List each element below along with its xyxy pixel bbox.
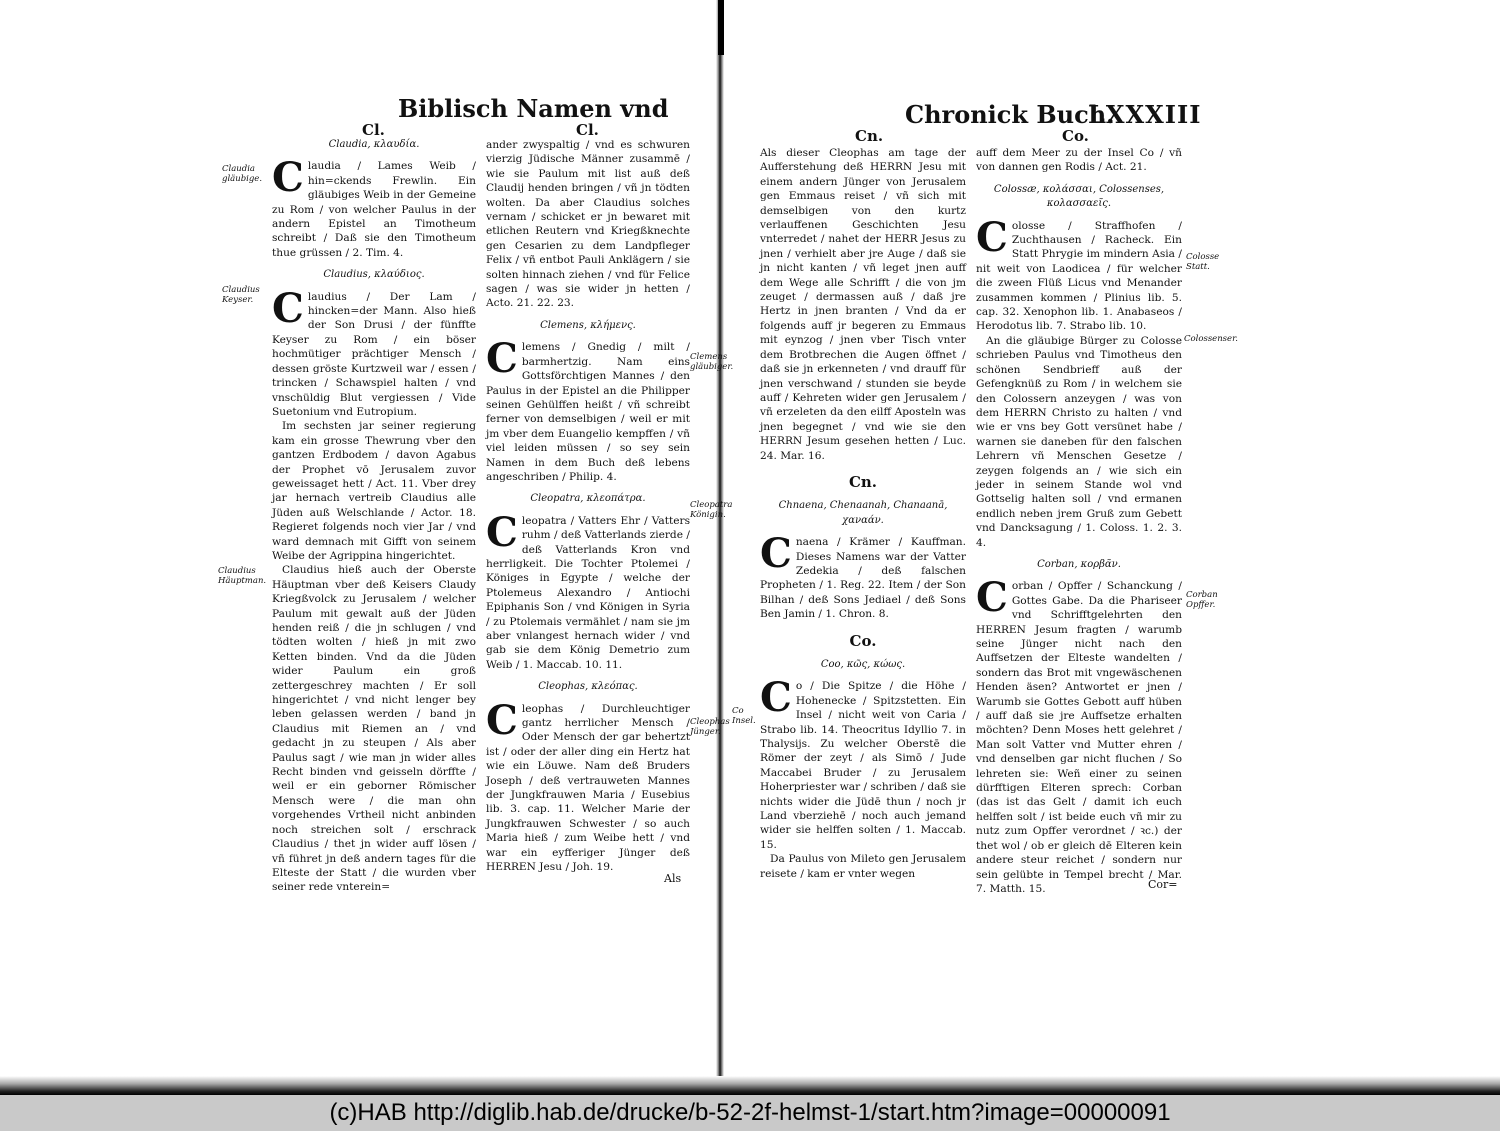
section-head-co: Co. [849, 631, 877, 650]
entry-name-cleophas: Cleophas, κλεόπας. [538, 681, 638, 693]
source-footer [0, 1095, 1500, 1131]
source-url: (c)HAB http://diglib.hab.de/drucke/b-52-2f-helmst-1/start.htm?image=00000091 [329, 1099, 1171, 1126]
entry-text-claudius: Claudius / Der Lam / hincken=der Mann. Also hieß der Son Drusi / der fünffte Keyser zu Rom / ein böser hochmütiger prächtiger Mensch / dessen gröste Kurtzweil war / essen / trincken / Schawspiel halten / vnd vnschüldig Blut vergiessen / Vide Suetonium vnd Eutropium. [272, 284, 476, 418]
paragraph-co-cont: auff dem Meer zu der Insel Co / vñ von dannen gen Rodis / Act. 21. [976, 147, 1182, 174]
paragraph-claudius-captain: Claudius hieß auch der Oberste Häuptman vber deß Keisers Claudy Kriegßvolck zu Jerusalem / welcher Paulum mit gewalt auß der Jüden henden reiß / die jn schlugen / vnd tödten wolten / hieß jn mit zwo Ketten binden. Vnd da die Jüden wider Paulum ein groß zettergeschrey machten / Er soll hingerichtet / vnd nicht lenger bey leben gelassen werden / band jn Claudius mit Riemen an / vnd gedacht jn zu steupen / Als aber Paulus sagt / wie man jn wider alles Recht binden vnd geisseln dörffte / weil er ein geborner Römischer Mensch were / die man ohn vorgehendes Vrtheil nicht anbinden noch streichen solt / erschrack Claudius / thet jn wider auff lösen / vñ führet jn deß andern tages für die Elteste der Statt / die wurden vber seiner rede vnterein= [272, 564, 476, 894]
entry-name-coo: Coo, κῶς, κώως. [820, 659, 906, 670]
right-catchword: Cor= [1148, 878, 1178, 891]
margin-note-claudius-hauptman: Claudius Häuptman. [218, 566, 267, 586]
col3-head: Cn. [855, 127, 884, 145]
entry-text-clemens: Clemens / Gnedig / milt / barmhertzig. Nam eins Gottsförchtigen Mannes / den Paulus in der Epistel an die Philipper seinen Gehülffen heißt / vñ schreibt ferner von demselbigen / weil er mit jm vber dem Euangelio kempffen / vñ viel leiden müssen / so sey sein Namen in dem Buch deß lebens angeschriben / Philip. 4. [486, 335, 690, 483]
entry-text-corban: Corban / Opffer / Schanckung / Gottes Gabe. Da die Phariseer vnd Schrifftgelehrten den HERREN Jesum fragten / warumb seine Jünger nicht nach den Auffsetzen der Elteste wandelten / sondern das Brot mit vngewäschenen Henden äsen? Antwortet er jnen / Warumb sie Gottes Gebott auff hüben / auff daß sie jre Auffsetze erhalten möchten? Denn Moses hett gelehret / Man solt Vatter vnd Mutter ehren / vnd denselben gar nicht fluchen / So lehreten sie: Weñ einer zu seinen dürfftigen Elteren sprech: Corban (das ist das Gelt / damit ich euch helffen solt / ist beide euch vñ mir zu nutz zum Opffer verordnet / ꝛc.) der thet wol / ob er gleich dē Elteren kein andere steur reichet / sondern nur sein gelübte in Tempel brecht / Mar. 7. Matth. 15. [976, 574, 1182, 895]
entry-text-colossae: Colosse / Straffhofen / Zuchthausen / Racheck. Ein Statt Phrygie im mindern Asia / nit weit von Laodicea / für welcher die zween Flüß Licus vnd Menander zusammen kommen / Plinius lib. 5. cap. 32. Xenophon lib. 1. Anabaseos / Herodotus lib. 7. Strabo lib. 10. [976, 213, 1182, 333]
entry-text-coo: Co / Die Spitze / die Höhe / Hohenecke / Spitzstetten. Ein Insel / nicht weit von Caria / Strabo lib. 14. Theocritus Idyllio 7. in Thalysijs. Zu welcher Oberstē die Römer der zeyt / als Simō / Jude Maccabei Bruder / zu Jerusalem Hoherpriester war / schriben / daß sie nichts wider die Jüdē thun / noch jr Land vberziehē / noch auch jemand wider sie helffen solten / 1. Maccab. 15. [760, 674, 966, 851]
entry-name-cleopatra: Cleopatra, κλεοπάτρα. [530, 493, 646, 505]
col4-head: Co. [1062, 127, 1089, 145]
entry-text-claudia: Claudia / Lames Weib / hin=ckends Frewlin. Ein gläubiges Weib in der Gemeine zu Rom / von welcher Paulus in der andern Epistel an Timotheum schreibt / Daß sie den Timotheum thue grüssen / 2. Tim. 4. [272, 154, 476, 259]
margin-note-colossenser: Colossenser. [1184, 334, 1238, 344]
entry-name-chnaena: Chnaena, Chenaanah, Chanaanā, χαναάν. [778, 500, 948, 526]
col1-head: Cl. [362, 121, 385, 139]
paragraph-cleophas-emmaus: Als dieser Cleophas am tage der Aufferstehung deß HERRN Jesu mit einem andern Jünger von Jerusalem gen Emmaus reiset / vñ sich mit demselbigen von den kurtz verlauffenen Geschichten Jesu vnterredet / nahet der HERR Jesus zu jnen / verhielt aber jre Auge / daß sie jn nicht kanten / vñ leget jnen auff dem Wege alle Schrifft / die von jm zeuget / dermassen auß / daß jre Hertz in jnen branten / Vnd da er folgends auff jr begeren zu Emmaus mit eynzog / jnen vber Tisch vnter dem Brotbrechen die Augen öffnet / daß sie jn erkenneten / vnd drauff für jnen verschwand / stunden sie beyde auff / Kehreten wider gen Jerusalem / vñ erzeleten da den eilff Aposteln was jnen begegnet / vnd wie sie den HERRN Jesum gesehen hetten / Luc. 24. Mar. 16. [760, 147, 966, 462]
entry-text-cleophas: Cleophas / Durchleuchtiger gantz herrlicher Mensch / Oder Mensch der gar behertzt ist / oder der aller ding ein Hertz hat wie ein Löuwe. Nam deß Bruders Joseph / deß vertrauweten Mannes der Jungkfrauwen Maria / Eusebius lib. 3. cap. 11. Welcher Marie der Jungkfrauwen Schwester / so auch Maria hieß / zum Weibe hett / vnd war ein eyfferiger Jünger deß HERREN Jesu / Joh. 19. [486, 696, 690, 874]
margin-note-claudia: Claudia gläubige. [222, 164, 263, 184]
entry-name-clemens: Clemens, κλήμενς. [540, 319, 636, 331]
col2-head: Cl. [576, 121, 599, 139]
entry-name-colossae: Colossæ, κολάσσαι, Colossenses, κολασσαεῖς. [993, 183, 1165, 210]
entry-name-claudia: Claudia, κλαυδία. [328, 139, 420, 150]
left-column-1 [272, 138, 476, 894]
entry-text-chnaena: Cnaena / Krämer / Kauffman. Dieses Namens war der Vatter Zedekia / deß falschen Propheten / 1. Reg. 22. Item / der Son Bilhan / deß Sons Jediael / deß Sons Ben Jamin / 1. Chron. 8. [760, 530, 966, 621]
gutter-shadow [718, 0, 724, 55]
margin-note-co: Co Insel. [732, 706, 756, 726]
margin-note-cleophas: Cleophas Jünger. [690, 717, 730, 737]
paragraph-claudius-reign: Im sechsten jar seiner regierung kam ein grosse Thewrung vber den gantzen Erdbodem / davon Agabus der Prophet vō Jerusalem zuvor geweissaget hett / Act. 11. Vber drey jar hernach vertreib Claudius alle Jüden auß Welschlande / Actor. 18. Regieret folgends noch vier Jar / vnd ward demnach mit Gifft von seinem Weibe der Agrippina hingerichtet. [272, 420, 476, 562]
margin-note-corban: Corban Opffer. [1186, 590, 1218, 610]
paragraph-claudius-cont: ander zwyspaltig / vnd es schwuren vierzig Jüdische Männer zusammē / wie sie Paulum mit list auß deß Claudij henden bringen / vñ jn tödten wolten. Da aber Claudius solches vernam / schicket er jn bewaret mit etlichen Reutern vnd Kriegßknechte gen Cesarien zu dem Landpfleger Felix / vñ entbot Pauli Anklägern / sie solten hinnach ziehen / vnd für Felice sagen / was sie wider jn hetten / Acto. 21. 22. 23. [486, 139, 690, 310]
left-catchword: Als [664, 872, 682, 885]
left-running-head: Biblisch Namen vnd [398, 94, 669, 123]
paragraph-colossenser: An die gläubige Bürger zu Colosse schrieben Paulus vnd Timotheus den schönen Sendbrieff auß der Gefengknüß zu Rom / in welchem sie den Colossern anzeygen / was von dem HERRN Christo zu halten / vnd wie er vns bey Gott versünet habe / warnen sie daneben für den falschen Lehrern vñ Menschen Gesetze / zeygen folgends an / wie sich ein jeder in seinem Stande wol vnd Gottselig halten soll / vnd ermanen endlich neben jrem Gruß zum Gebett vnd Dancksagung / 1. Coloss. 1. 2. 3. 4. [976, 334, 1182, 549]
entry-name-claudius: Claudius, κλαύδιος. [323, 269, 425, 281]
margin-note-colosse: Colosse Statt. [1186, 252, 1220, 272]
scan-bottom-edge [0, 1076, 1500, 1095]
left-column-2 [486, 138, 690, 878]
margin-note-cleopatra: Cleopatra Königin. [690, 500, 733, 520]
margin-note-claudius-keyser: Claudius Keyser. [222, 285, 260, 305]
right-column-1 [760, 146, 966, 886]
right-running-head: Chronick Buch. [905, 100, 1115, 129]
paragraph-co-paulus: Da Paulus von Mileto gen Jerusalem reisete / kam er vnter wegen [760, 853, 966, 880]
folio-number: LXXXIII [1088, 100, 1202, 129]
entry-name-corban: Corban, κορβᾶν. [1037, 558, 1121, 570]
entry-text-cleopatra: Cleopatra / Vatters Ehr / Vatters ruhm / deß Vatterlands zierde / deß Vatterlands Kron vnd herrligkeit. Die Tochter Ptolemei / Königes in Egypte / welche der Ptolemeus Alexandro / Antiochi Epiphanis Son / vnd Königen in Syria / zu Ptolemais vermählet / nam sie jm aber vnlangest hernach wider / vnd gab sie dem König Demetrio zum Weib / 1. Maccab. 10. 11. [486, 508, 690, 671]
margin-note-clemens: Clemens gläubiger. [690, 352, 734, 372]
book-gutter [716, 0, 724, 1095]
section-head-cn: Cn. [848, 472, 878, 491]
right-column-2 [976, 146, 1182, 895]
